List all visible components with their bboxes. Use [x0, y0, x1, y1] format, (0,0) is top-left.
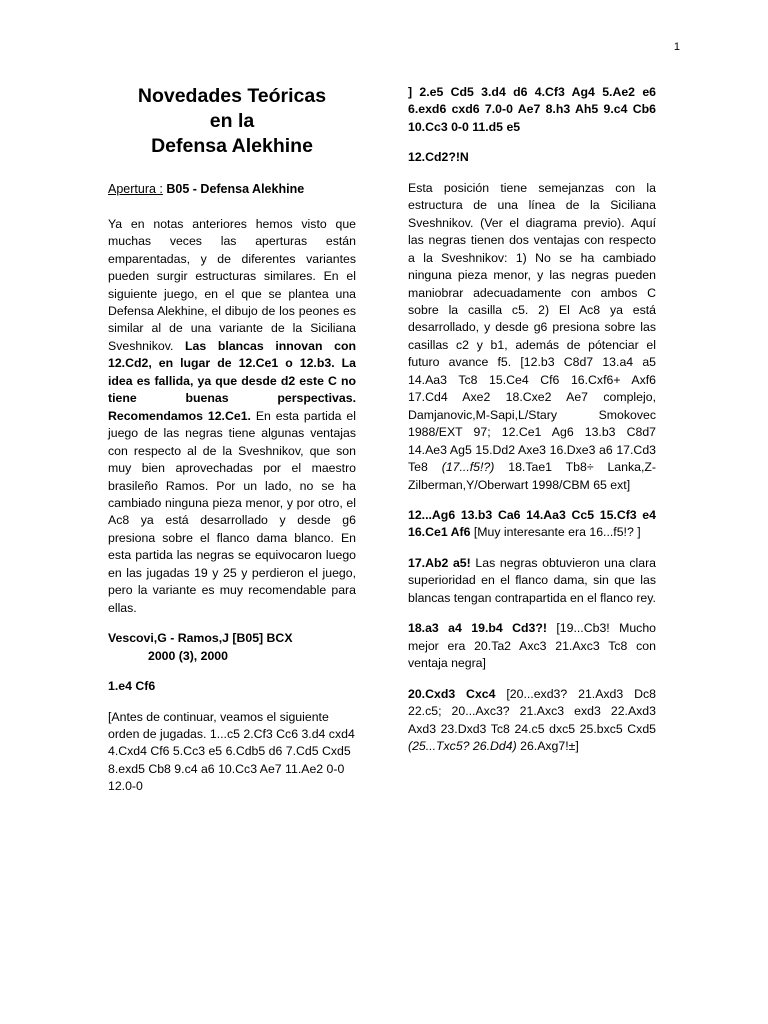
moves-18-block	[408, 620, 656, 672]
title-line-2: en la	[209, 109, 255, 132]
moves-18-bold: 18.a3 a4 19.b4 Cd3?!	[408, 621, 547, 636]
title-line-3: Defensa Alekhine	[151, 134, 313, 157]
two-column-layout	[108, 84, 688, 984]
moves-12-bold: 12...Ag6 13.b3 Ca6 14.Aa3 Cc5 15.Cf3 e4 16.Ce1 Af6	[408, 507, 656, 540]
intro-text-part-1: Ya en notas anteriores hemos visto que muchas veces las aperturas están emparentadas, y de diferentes variantes pueden surgir estructuras similares. En el siguiente juego, en el que se plantea una Defensa Alekhine, el dibujo de los peones es similar al de una variante de la Siciliana Sveshnikov.	[108, 216, 356, 353]
moves-17-text: Las negras obtuvieron una clara superioridad en el flanco dama, sin que las blancas tengan contrapartida en el flanco rey.	[408, 555, 656, 605]
moves-17-block	[408, 555, 656, 607]
moves-20-note-italic: (25...Txc5? 26.Dd4)	[408, 738, 517, 753]
opening-label: Apertura :	[108, 181, 163, 196]
title-line-1: Novedades Teóricas	[137, 85, 327, 107]
right-column	[408, 84, 656, 755]
left-column	[108, 84, 356, 809]
intro-paragraph	[108, 216, 356, 617]
prelude-note: [Antes de continuar, veamos el siguiente orden de jugadas. 1...c5 2.Cf3 Cc6 3.d4 cxd4 4.Cxd4 Cf6 5.Cc3 e5 6.Cdb5 d6 7.Cd5 Cxd5 8.exd5 Cb8 9.c4 a6 10.Cc3 Ae7 11.Ae2 0-0 12.0-0	[108, 709, 355, 794]
page-number: 1	[673, 41, 680, 53]
moves-20-block	[408, 686, 656, 756]
analysis-paragraph	[408, 180, 656, 494]
first-move: 1.e4 Cf6	[108, 679, 156, 694]
game-header	[108, 630, 356, 665]
page-title	[108, 84, 356, 159]
moves-continuation: ] 2.e5 Cd5 3.d4 d6 4.Cf3 Ag4 5.Ae2 e6 6.exd6 cxd6 7.0-0 Ae7 8.h3 Ah5 9.c4 Cb6 10.Cc3 0-0 11.d5 e5	[408, 85, 656, 134]
analysis-text-italic: (17...f5!?)	[441, 460, 495, 475]
moves-12-note: [Muy interesante era 16...f5!? ]	[473, 525, 641, 540]
game-header-line-1: Vescovi,G - Ramos,J [B05] BCX	[108, 631, 293, 646]
novelty-move: 12.Cd2?!N	[408, 150, 469, 165]
analysis-text-part-2: 18.Tae1 Tb8÷ Lanka,Z-Zilberman,Y/Oberwart 1998/CBM 65 ext]	[408, 460, 656, 492]
moves-17-bold: 17.Ab2 a5!	[408, 555, 471, 570]
opening-line	[108, 181, 356, 198]
moves-12-block	[408, 507, 656, 542]
moves-20-note-b: 26.Axg7!±]	[516, 738, 579, 753]
game-header-line-2: 2000 (3), 2000	[148, 648, 228, 663]
intro-text-bold: Las blancas innovan con 12.Cd2, en lugar de 12.Ce1 o 12.b3. La idea es fallida, ya que desde d2 este C no tiene buenas perspectivas. Recomendamos 12.Ce1.	[108, 338, 356, 423]
moves-20-note-a: [20...exd3? 21.Axd3 Dc8 22.c5; 20...Axc3? 21.Axc3 exd3 22.Axd3 Axd3 23.Dxd3 Tc8 24.c5 dxc5 25.bxc5 Cxd5	[408, 686, 656, 736]
moves-18-note: [19...Cb3! Mucho mejor era 20.Ta2 Axc3 21.Axc3 Tc8 con ventaja negra]	[408, 621, 657, 671]
opening-value: B05 - Defensa Alekhine	[166, 181, 305, 196]
moves-20-bold: 20.Cxd3 Cxc4	[408, 686, 496, 701]
analysis-text-part-1: Esta posición tiene semejanzas con la estructura de una línea de la Siciliana Sveshnikov. (Ver el diagrama previo). Aquí las negras tienen dos ventajas con respecto a la Sveshnikov: 1) No se ha cambiado ninguna pieza menor, y las negras pueden maniobrar adecuadamente con ambos C sobre la casilla c5. 2) El Ac8 ya está desarrollado, y desde g6 presiona sobre las casillas c2 y b1, además de pótenciar el futuro avance f5. [12.b3 C8d7 13.a4 a5 14.Aa3 Tc8 15.Ce4 Cf6 16.Cxf6+ Axf6 17.Cd4 Axe2 18.Cxe2 Ae7 complejo, Damjanovic,M-Sapi,L/Stary Smokovec 1988/EXT 97; 12.Ce1 Ag6 13.b3 C8d7 14.Ae3 Ag5 15.Dd2 Axe3 16.Dxe3 a6 17.Cd3 Te8	[408, 180, 656, 475]
intro-text-part-2: En esta partida el juego de las negras tiene algunas ventajas con respecto al de la Sveshnikov, que son muy bien aprovechadas por el maestro brasileño Ramos. Por un lado, no se ha cambiado ninguna pieza menor, y por otro, el Ac8 ya está desarrollado y desde g6 presiona sobre el flanco dama blanco. En esta partida las negras se equivocaron luego en las jugadas 19 y 25 y perdieron el juego, pero la variante es muy recomendable para ellas.	[108, 408, 356, 615]
